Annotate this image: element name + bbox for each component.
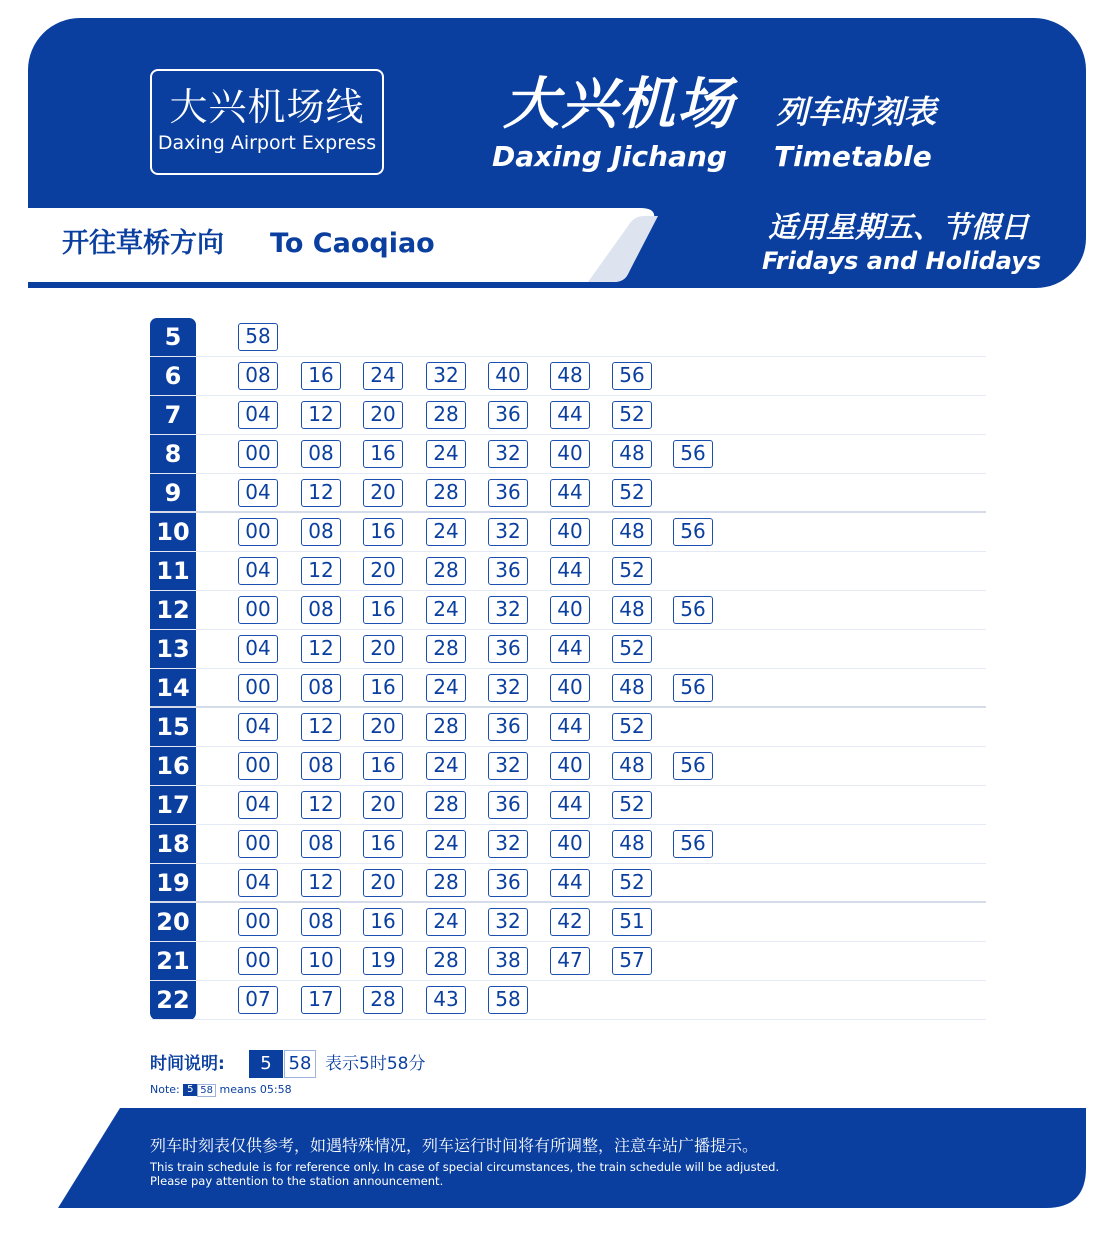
- departure-minute: 17: [301, 986, 341, 1014]
- departure-minute: 08: [301, 440, 341, 468]
- timetable-row: [150, 708, 986, 747]
- departure-minute: 24: [426, 674, 466, 702]
- departure-minute: 40: [550, 440, 590, 468]
- timetable-title-chinese: 列车时刻表: [776, 93, 937, 131]
- departure-minute: 52: [612, 713, 652, 741]
- departure-minute: 47: [550, 947, 590, 975]
- departure-minute: 12: [301, 635, 341, 663]
- departure-minute: 56: [673, 440, 713, 468]
- departure-minute: 12: [301, 479, 341, 507]
- footer-notice-chinese: 列车时刻表仅供参考，如遇特殊情况，列车运行时间将有所调整，注意车站广播提示。: [150, 1136, 759, 1155]
- logo-english-name: Daxing Airport Express: [157, 132, 377, 154]
- departure-minute: 00: [238, 440, 278, 468]
- timetable-row: [150, 747, 986, 786]
- departure-minute: 20: [363, 479, 403, 507]
- departure-minute: 16: [363, 596, 403, 624]
- departure-minute: 32: [488, 674, 528, 702]
- departure-minute: 32: [488, 830, 528, 858]
- timetable-row: [150, 786, 986, 825]
- timetable-title-english: Timetable: [774, 140, 932, 173]
- departure-minute: 44: [550, 713, 590, 741]
- departure-minute: 36: [488, 635, 528, 663]
- departure-minute: 44: [550, 401, 590, 429]
- timetable-row: [150, 825, 986, 864]
- departure-minute: 48: [550, 362, 590, 390]
- departure-minute: 44: [550, 869, 590, 897]
- departure-minute: 08: [301, 674, 341, 702]
- departure-minute: 58: [238, 323, 278, 351]
- departure-minute: 28: [426, 713, 466, 741]
- timetable-row: [150, 669, 986, 708]
- departure-minute: 56: [673, 518, 713, 546]
- departure-minute: 56: [673, 752, 713, 780]
- departure-minute: 48: [612, 518, 652, 546]
- departure-minute: 04: [238, 479, 278, 507]
- departure-minute: 32: [488, 752, 528, 780]
- direction-english: To Caoqiao: [270, 228, 435, 259]
- departure-minute: 38: [488, 947, 528, 975]
- departure-minute: 08: [301, 518, 341, 546]
- departure-minute: 20: [363, 557, 403, 585]
- hour-label: 14: [156, 674, 190, 702]
- hour-label: 12: [156, 596, 190, 624]
- hour-label: 16: [156, 752, 190, 780]
- departure-minute: 19: [363, 947, 403, 975]
- departure-minute: 28: [426, 479, 466, 507]
- departure-minute: 48: [612, 674, 652, 702]
- departure-minute: 56: [612, 362, 652, 390]
- departure-minute: 56: [673, 596, 713, 624]
- departure-minute: 28: [426, 791, 466, 819]
- departure-minute: 04: [238, 557, 278, 585]
- departure-minute: 04: [238, 713, 278, 741]
- departure-minute: 24: [426, 596, 466, 624]
- departure-minute: 48: [612, 752, 652, 780]
- timetable-row: [150, 357, 986, 396]
- hour-label: 21: [156, 947, 190, 975]
- departure-minute: 32: [488, 908, 528, 936]
- departure-minute: 36: [488, 401, 528, 429]
- departure-minute: 28: [426, 947, 466, 975]
- hour-label: 6: [164, 362, 182, 390]
- departure-minute: 08: [301, 752, 341, 780]
- logo-chinese-name: 大兴机场线: [169, 85, 365, 129]
- timetable-row: [150, 981, 986, 1020]
- departure-minute: 44: [550, 557, 590, 585]
- hour-label: 19: [156, 869, 190, 897]
- departure-minute: 04: [238, 791, 278, 819]
- departure-minute: 52: [612, 869, 652, 897]
- departure-minute: 58: [488, 986, 528, 1014]
- departure-minute: 51: [612, 908, 652, 936]
- departure-minute: 28: [363, 986, 403, 1014]
- departure-minute: 48: [612, 440, 652, 468]
- departure-minute: 36: [488, 479, 528, 507]
- hour-label: 13: [156, 635, 190, 663]
- timetable-row: [150, 396, 986, 435]
- departure-minute: 52: [612, 791, 652, 819]
- departure-minute: 32: [488, 518, 528, 546]
- departure-minute: 32: [426, 362, 466, 390]
- departure-minute: 00: [238, 518, 278, 546]
- departure-minute: 24: [363, 362, 403, 390]
- timetable-row: [150, 435, 986, 474]
- note-prefix: Note:: [150, 1083, 180, 1096]
- hour-label: 18: [156, 830, 190, 858]
- departure-minute: 16: [363, 908, 403, 936]
- departure-minute: 04: [238, 869, 278, 897]
- timetable-row: [150, 318, 986, 357]
- departure-minute: 28: [426, 401, 466, 429]
- departure-minute: 00: [238, 752, 278, 780]
- departure-minute: 36: [488, 557, 528, 585]
- departure-minute: 24: [426, 440, 466, 468]
- hour-label: 22: [156, 986, 190, 1014]
- departure-minute: 16: [363, 752, 403, 780]
- hour-label: 5: [164, 323, 182, 351]
- departure-minute: 48: [612, 830, 652, 858]
- departure-minute: 16: [363, 518, 403, 546]
- footer-notice-english-line2: Please pay attention to the station announcement.: [150, 1174, 444, 1188]
- legend-example-minute: 58: [284, 1050, 316, 1078]
- timetable-row: [150, 903, 986, 942]
- footer-notice-english-line1: This train schedule is for reference only. In case of special circumstances, the train schedule will be adjusted.: [150, 1160, 780, 1174]
- departure-minute: 32: [488, 596, 528, 624]
- departure-minute: 04: [238, 401, 278, 429]
- hour-label: 15: [156, 713, 190, 741]
- legend-label: 时间说明:: [150, 1054, 225, 1074]
- departure-minute: 20: [363, 869, 403, 897]
- departure-minute: 20: [363, 791, 403, 819]
- departure-minute: 44: [550, 791, 590, 819]
- departure-minute: 28: [426, 869, 466, 897]
- departure-minute: 24: [426, 518, 466, 546]
- departure-minute: 40: [550, 752, 590, 780]
- departure-minute: 00: [238, 908, 278, 936]
- departure-minute: 07: [238, 986, 278, 1014]
- timetable-row: [150, 630, 986, 669]
- timetable-row: [150, 591, 986, 630]
- footer-background: [0, 1108, 1111, 1208]
- departure-minute: 16: [363, 830, 403, 858]
- note-minute: 58: [197, 1084, 216, 1097]
- departure-minute: 24: [426, 752, 466, 780]
- departure-minute: 10: [301, 947, 341, 975]
- hour-label: 9: [164, 479, 182, 507]
- note-text: means 05:58: [219, 1083, 292, 1096]
- departure-minute: 48: [612, 596, 652, 624]
- departure-minute: 40: [550, 596, 590, 624]
- hour-label: 17: [156, 791, 190, 819]
- departure-minute: 20: [363, 713, 403, 741]
- departure-minute: 40: [488, 362, 528, 390]
- departure-minute: 00: [238, 674, 278, 702]
- departure-minute: 40: [550, 830, 590, 858]
- departure-minute: 42: [550, 908, 590, 936]
- departure-minute: 00: [238, 830, 278, 858]
- direction-chinese: 开往草桥方向: [62, 228, 224, 259]
- departure-minute: 08: [301, 596, 341, 624]
- departure-minute: 52: [612, 557, 652, 585]
- departure-minute: 00: [238, 596, 278, 624]
- departure-minute: 12: [301, 401, 341, 429]
- departure-minute: 28: [426, 557, 466, 585]
- departure-minute: 56: [673, 830, 713, 858]
- hour-label: 7: [164, 401, 182, 429]
- hour-label: 10: [156, 518, 190, 546]
- departure-minute: 20: [363, 401, 403, 429]
- departure-minute: 40: [550, 518, 590, 546]
- departure-minute: 16: [363, 440, 403, 468]
- legend-description: 表示5时58分: [325, 1054, 426, 1074]
- departure-minute: 56: [673, 674, 713, 702]
- departure-minute: 16: [363, 674, 403, 702]
- legend-example-hour: 5: [249, 1050, 283, 1078]
- departure-minute: 16: [301, 362, 341, 390]
- departure-minute: 44: [550, 635, 590, 663]
- timetable-row: [150, 552, 986, 591]
- applicable-days-chinese: 适用星期五、节假日: [768, 210, 1030, 244]
- departure-minute: 43: [426, 986, 466, 1014]
- departure-minute: 36: [488, 869, 528, 897]
- departure-minute: 28: [426, 635, 466, 663]
- station-title-chinese: 大兴机场: [503, 72, 735, 137]
- departure-minute: 12: [301, 869, 341, 897]
- timetable-row: [150, 864, 986, 903]
- station-title-pinyin: Daxing Jichang: [492, 140, 727, 173]
- departure-minute: 12: [301, 791, 341, 819]
- departure-minute: 40: [550, 674, 590, 702]
- legend-note: [150, 1083, 292, 1097]
- departure-minute: 24: [426, 908, 466, 936]
- departure-minute: 52: [612, 401, 652, 429]
- departure-minute: 36: [488, 791, 528, 819]
- departure-minute: 52: [612, 479, 652, 507]
- departure-minute: 12: [301, 713, 341, 741]
- departure-minute: 08: [301, 830, 341, 858]
- departure-minute: 00: [238, 947, 278, 975]
- timetable-row: [150, 474, 986, 513]
- departure-minute: 44: [550, 479, 590, 507]
- departure-minute: 08: [301, 908, 341, 936]
- departure-minute: 20: [363, 635, 403, 663]
- timetable-row: [150, 942, 986, 981]
- hour-label: 8: [164, 440, 182, 468]
- departure-minute: 04: [238, 635, 278, 663]
- departure-minute: 08: [238, 362, 278, 390]
- applicable-days-english: Fridays and Holidays: [762, 247, 1042, 275]
- note-hour: 5: [183, 1084, 197, 1096]
- departure-minute: 36: [488, 713, 528, 741]
- departure-minute: 24: [426, 830, 466, 858]
- hour-label: 11: [156, 557, 190, 585]
- timetable-row: [150, 513, 986, 552]
- departure-minute: 32: [488, 440, 528, 468]
- departure-minute: 57: [612, 947, 652, 975]
- timetable-grid: [150, 318, 986, 1020]
- hour-label: 20: [156, 908, 190, 936]
- departure-minute: 52: [612, 635, 652, 663]
- departure-minute: 12: [301, 557, 341, 585]
- line-logo: [150, 69, 384, 175]
